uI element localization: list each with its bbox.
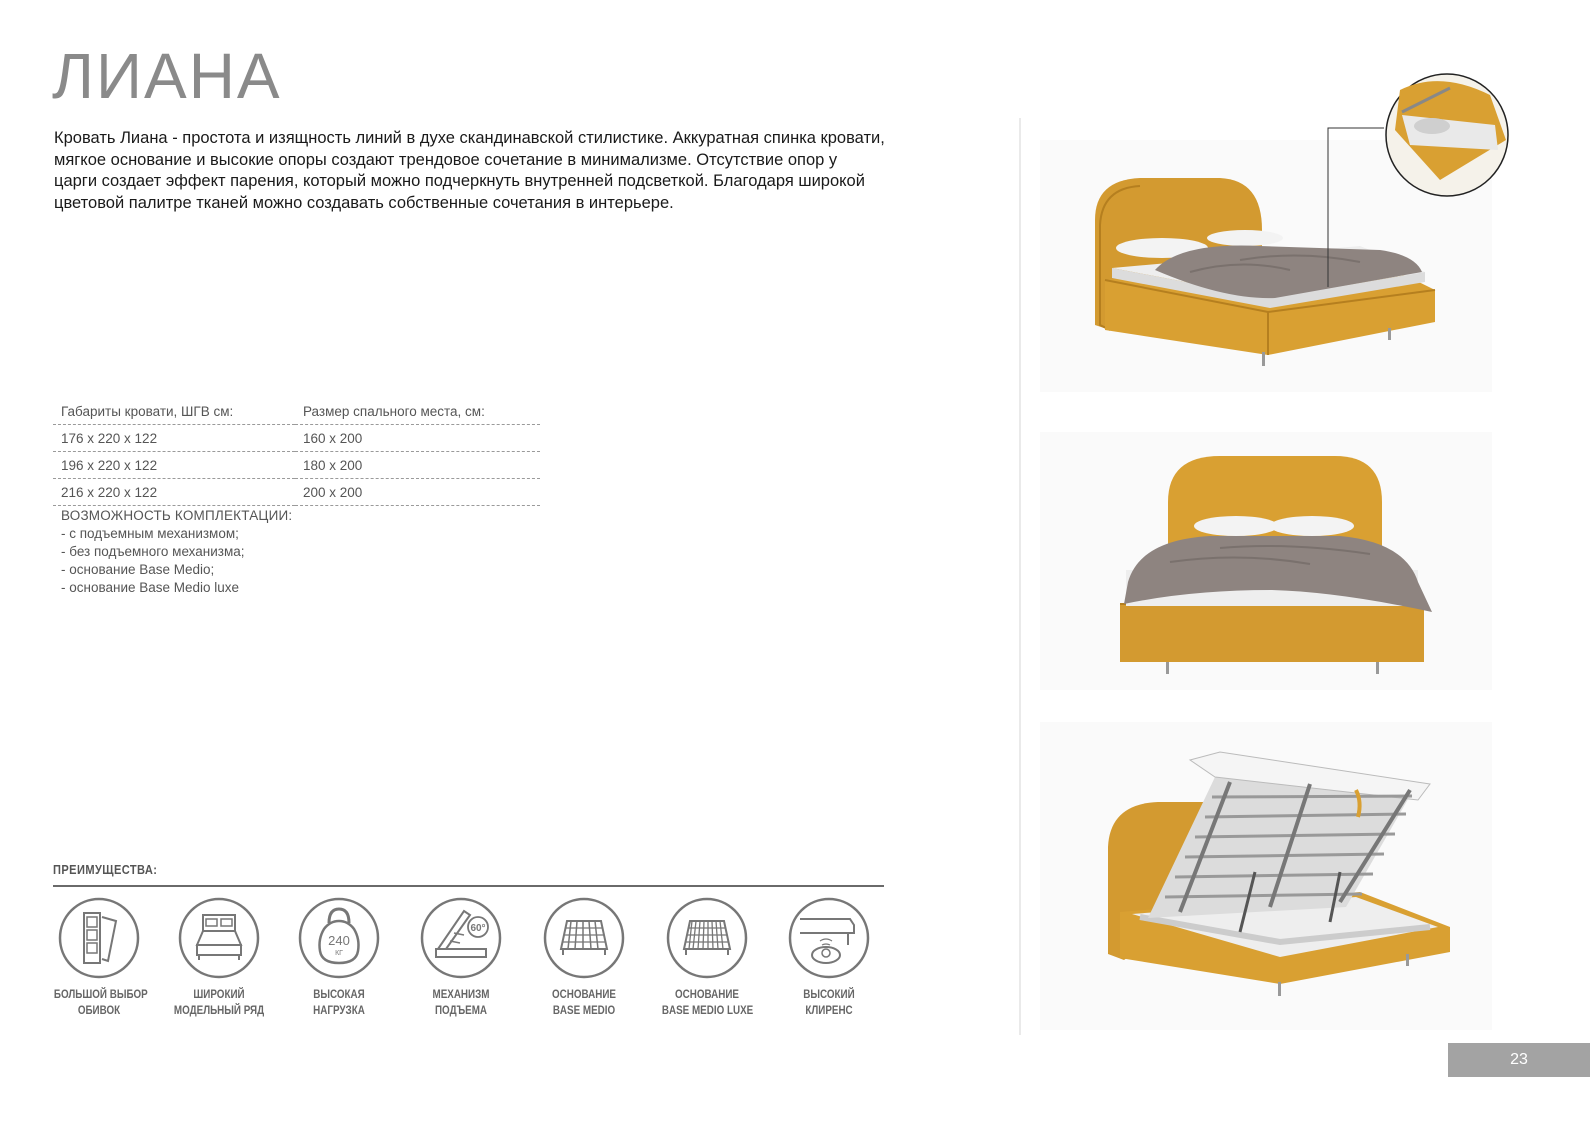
header-bed-dimensions: Габариты кровати, ШГВ см: [53, 398, 295, 425]
header-sleeping-size: Размер спального места, см: [295, 398, 540, 425]
page-number: 23 [1448, 1043, 1590, 1077]
advantage-item [529, 897, 639, 1018]
bed-icon [178, 897, 260, 979]
lift-angle: 60° [470, 923, 486, 934]
weight-value: 240 [328, 933, 350, 948]
options-heading: ВОЗМОЖНОСТЬ КОМПЛЕКТАЦИИ: [61, 508, 293, 523]
configuration-options [61, 507, 292, 597]
advantage-item [406, 897, 516, 1018]
detail-callout [1320, 70, 1520, 290]
dimensions-table [53, 398, 540, 506]
product-description [54, 128, 914, 214]
description-line: цветовой палитре тканей можно создавать собственные сочетания в интерьере. [54, 193, 674, 212]
advantage-item [652, 897, 762, 1018]
slatted-base-icon [543, 897, 625, 979]
advantages-divider [53, 885, 884, 887]
advantage-label: ШИРОКИЙ МОДЕЛЬНЫЙ РЯД [173, 987, 265, 1017]
bed-dimensions-cell: 176 x 220 x 122 [53, 425, 295, 452]
table-row [53, 479, 540, 506]
description-line: царги создает эффект парения, который можно подчеркнуть внутренней подсветкой. Благодаря широкой [54, 172, 865, 190]
weight-unit: КГ [335, 950, 343, 957]
slatted-base-luxe-icon [666, 897, 748, 979]
table-row [53, 425, 540, 452]
options-list [61, 525, 292, 597]
list-item: - без подъемного механизма; [61, 544, 245, 559]
sleeping-size-cell: 200 x 200 [295, 479, 540, 506]
advantage-label: МЕХАНИЗМ ПОДЪЕМА [432, 987, 490, 1017]
column-divider [1019, 118, 1021, 1035]
advantage-label: ОСНОВАНИЕ BASE MEDIO [552, 987, 616, 1017]
bed-illustration [1040, 722, 1492, 1030]
product-title: ЛИАНА [52, 40, 282, 112]
bed-photo-front [1040, 432, 1492, 690]
list-item: - с подъемным механизмом; [61, 526, 239, 541]
bed-dimensions-cell: 216 x 220 x 122 [53, 479, 295, 506]
advantage-item [44, 897, 154, 1018]
bed-dimensions-cell: 196 x 220 x 122 [53, 452, 295, 479]
advantage-label: ВЫСОКИЙ КЛИРЕНС [803, 987, 855, 1017]
advantage-item [164, 897, 274, 1018]
advantage-label: БОЛЬШОЙ ВЫБОР ОБИВОК [53, 987, 148, 1017]
sleeping-size-cell: 160 x 200 [295, 425, 540, 452]
description-line: Кровать Лиана - простота и изящность линий в духе скандинавской стилистике. Аккуратная спинка кровати, [54, 129, 885, 147]
kettlebell-icon [298, 897, 380, 979]
bed-photo-lifted [1040, 722, 1492, 1030]
table-header-row [53, 398, 540, 425]
advantages-heading: ПРЕИМУЩЕСТВА: [53, 862, 158, 877]
robot-vacuum-icon [788, 897, 870, 979]
sleeping-size-cell: 180 x 200 [295, 452, 540, 479]
advantage-label: ОСНОВАНИЕ BASE MEDIO LUXE [661, 987, 754, 1017]
advantage-label: ВЫСОКАЯ НАГРУЗКА [313, 987, 365, 1017]
table-row [53, 452, 540, 479]
description-line: мягкое основание и высокие опоры создают трендовое сочетание в минимализме. Отсутствие опор у [54, 150, 838, 169]
advantage-item [774, 897, 884, 1018]
list-item: - основание Base Medio; [61, 562, 215, 577]
fabric-swatch-icon [58, 897, 140, 979]
list-item: - основание Base Medio luxe [61, 580, 240, 595]
lift-mechanism-icon [420, 897, 502, 979]
advantage-item [284, 897, 394, 1018]
bed-illustration [1040, 432, 1492, 690]
